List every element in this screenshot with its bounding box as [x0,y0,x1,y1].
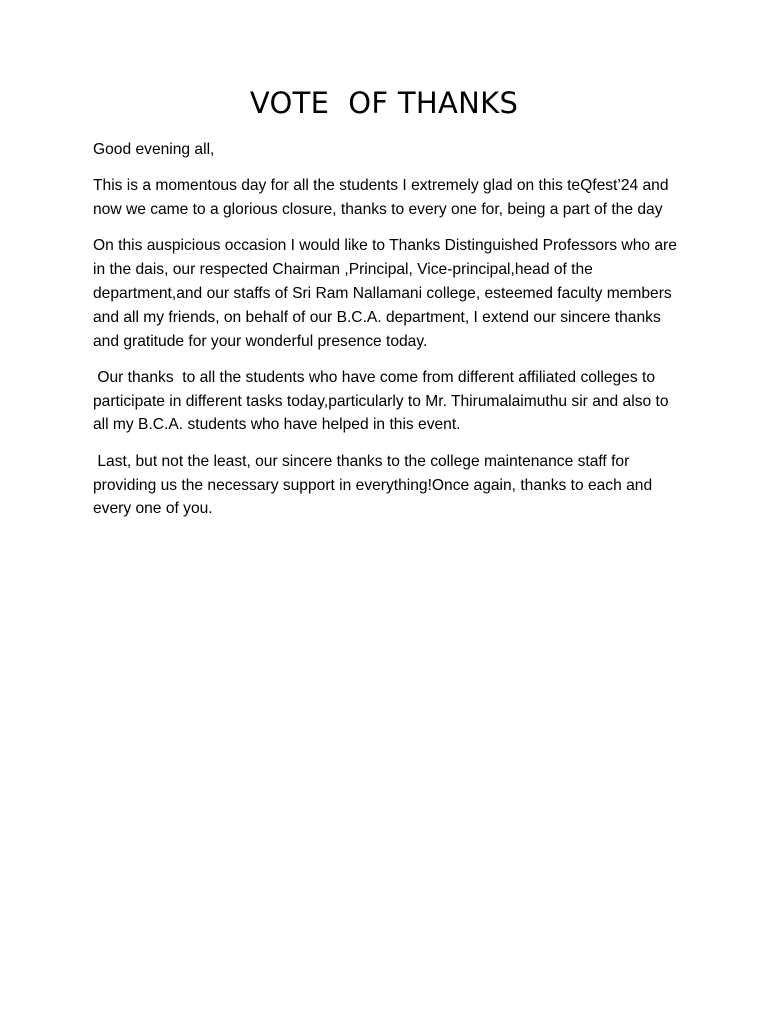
document-body [93,138,683,534]
paragraph-acknowledgements: On this auspicious occasion I would like to Thanks Distinguished Professors who are in the dais, our respected Chairman ,Principal, Vice-principal,head of the department,and our staffs of Sri Ram Nallamani college, esteemed faculty members and all my friends, on behalf of our B.C.A. department, I extend our sincere thanks and gratitude for your wonderful presence today. [93,237,682,350]
paragraph-students-thanks: Our thanks to all the students who have come from different affiliated colleges to participate in different tasks today,particularly to Mr. Thirumalaimuthu sir and also to all my B.C.A. students who have helped in this event. [93,368,673,434]
paragraph-greeting: Good evening all, [93,141,215,158]
page-title: VOTE OF THANKS [249,86,519,120]
paragraph-momentous-day: This is a momentous day for all the students I extremely glad on this teQfest’24 and now we came to a glorious closure, thanks to every one for, being a part of the day [93,177,673,219]
paragraph-closing: Last, but not the least, our sincere thanks to the college maintenance staff for providing us the necessary support in everything!Once again, thanks to each and every one of you. [93,452,657,518]
